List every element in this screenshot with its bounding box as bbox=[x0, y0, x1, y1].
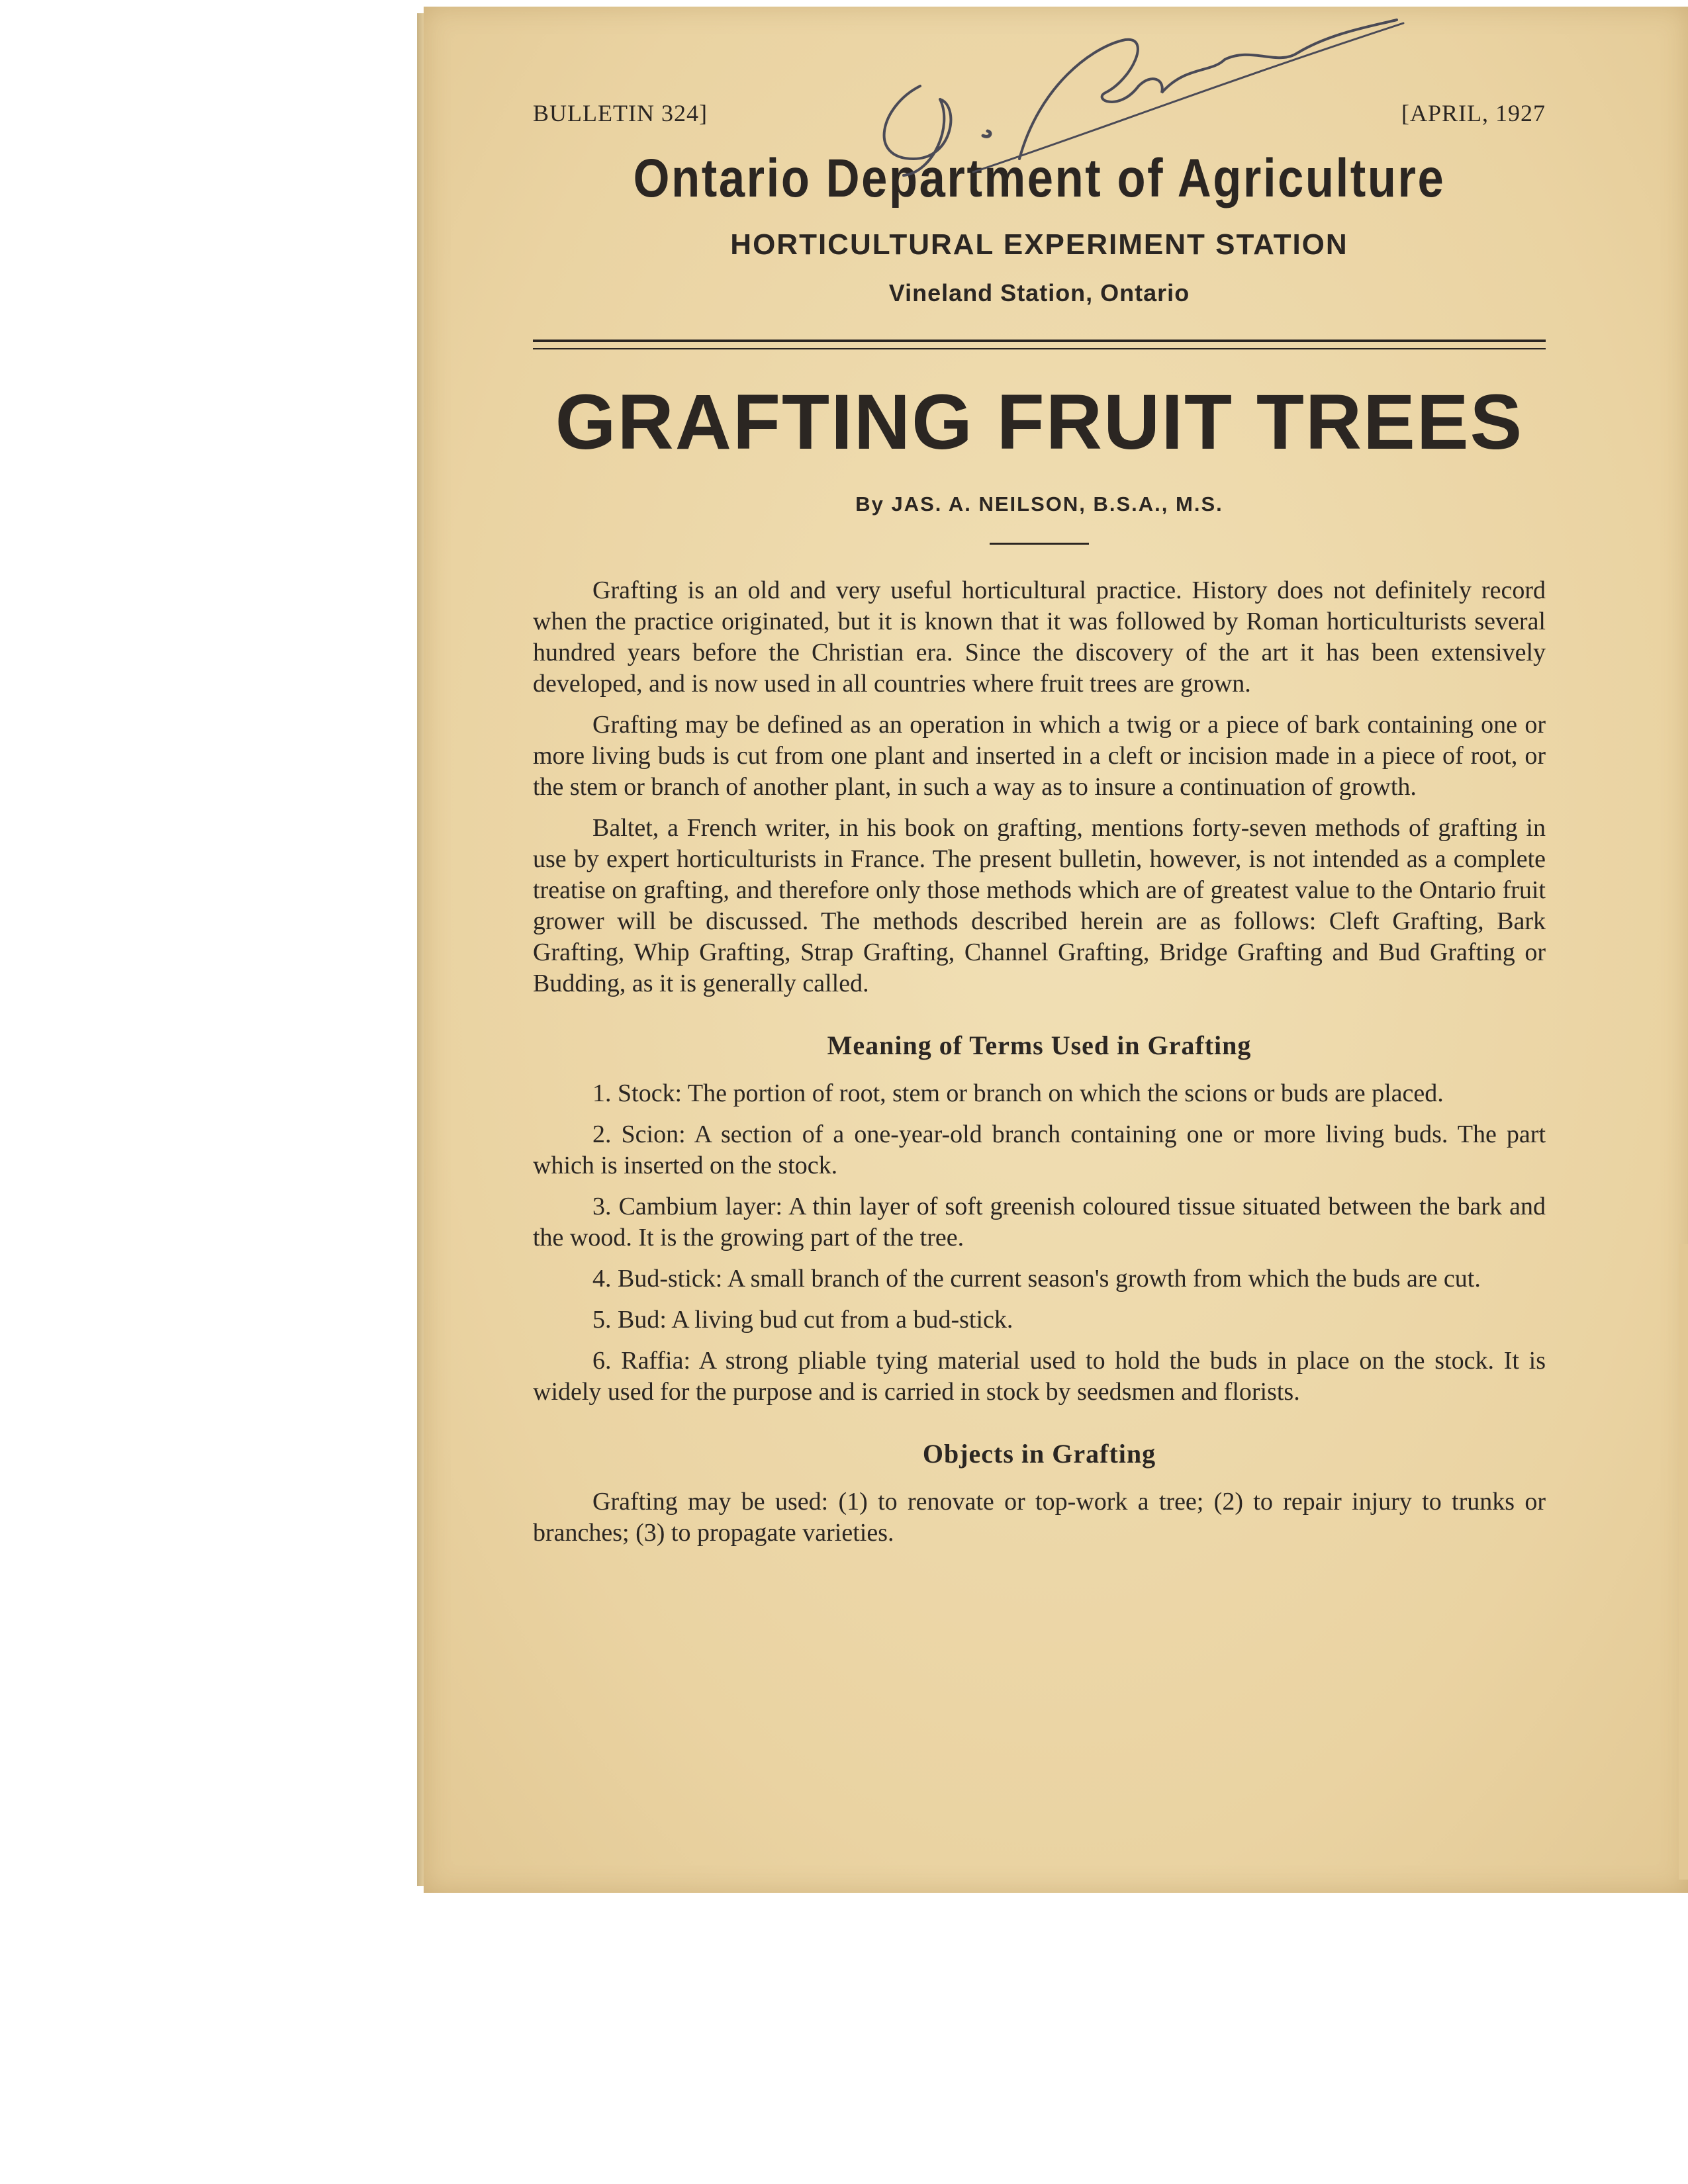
bulletin-number: BULLETIN 324] bbox=[533, 100, 708, 126]
objects-heading: Objects in Grafting bbox=[922, 1439, 1156, 1469]
intro-paragraph: Baltet, a French writer, in his book on grafting, mentions forty-seven methods of grafting in use by expert horticulturists in France. The present bulletin, however, is not intended as a complete treatise on grafting, and therefore only those methods which are of greatest value to the Ontario fruit grower will be discussed. The methods described herein are as follows: Cleft Grafting, Bark Grafting, Whip Grafting, Strap Grafting, Channel Grafting, Bridge Grafting and Bud Grafting or Budding, as it is generally called. bbox=[533, 814, 1546, 997]
article-body bbox=[533, 575, 1546, 1549]
paper-edge-right bbox=[1679, 1244, 1688, 1880]
term-item: 2. Scion: A section of a one-year-old branch containing one or more living buds. The part which is inserted on the stock. bbox=[533, 1120, 1546, 1179]
terms-list bbox=[533, 1078, 1546, 1408]
terms-heading: Meaning of Terms Used in Grafting bbox=[827, 1030, 1252, 1060]
double-rule-divider bbox=[533, 340, 1546, 349]
intro-paragraph: Grafting is an old and very useful horticultural practice. History does not definitely record when the practice originated, but it is known that it was followed by Roman horticulturists several hundred years before the Christian era. Since the discovery of the art it has been extensively developed, and is now used in all countries where fruit trees are grown. bbox=[533, 576, 1546, 698]
station-location: Vineland Station, Ontario bbox=[888, 279, 1190, 306]
handwritten-signature bbox=[841, 7, 1410, 179]
bulletin-date: [APRIL, 1927 bbox=[1401, 100, 1546, 126]
author-byline: By JAS. A. NEILSON, B.S.A., M.S. bbox=[855, 492, 1223, 516]
station-name: HORTICULTURAL EXPERIMENT STATION bbox=[730, 228, 1348, 261]
term-item: 4. Bud-stick: A small branch of the current season's growth from which the buds are cut. bbox=[592, 1265, 1481, 1293]
term-item: 3. Cambium layer: A thin layer of soft greenish coloured tissue situated between the bark and the wood. It is the growing part of the tree. bbox=[533, 1193, 1546, 1251]
department-name: Ontario Department of Agriculture bbox=[633, 148, 1446, 208]
bulletin-content bbox=[533, 99, 1546, 1559]
term-item: 5. Bud: A living bud cut from a bud-stick. bbox=[592, 1306, 1013, 1334]
short-rule-divider bbox=[990, 543, 1089, 545]
intro-paragraph: Grafting may be defined as an operation in which a twig or a piece of bark containing one or more living buds is cut from one plant and inserted in a cleft or incision made in a piece of root, or the stem or branch of another plant, in such a way as to insure a continuation of growth. bbox=[533, 711, 1546, 801]
term-item: 6. Raffia: A strong pliable tying material used to hold the buds in place on the stock. It is widely used for the purpose and is carried in stock by seedsmen and florists. bbox=[533, 1347, 1546, 1406]
page-title: GRAFTING FRUIT TREES bbox=[555, 379, 1524, 466]
objects-paragraph: Grafting may be used: (1) to renovate or top-work a tree; (2) to repair injury to trunks or branches; (3) to propagate varieties. bbox=[533, 1488, 1546, 1547]
term-item: 1. Stock: The portion of root, stem or branch on which the scions or buds are placed. bbox=[592, 1079, 1444, 1107]
